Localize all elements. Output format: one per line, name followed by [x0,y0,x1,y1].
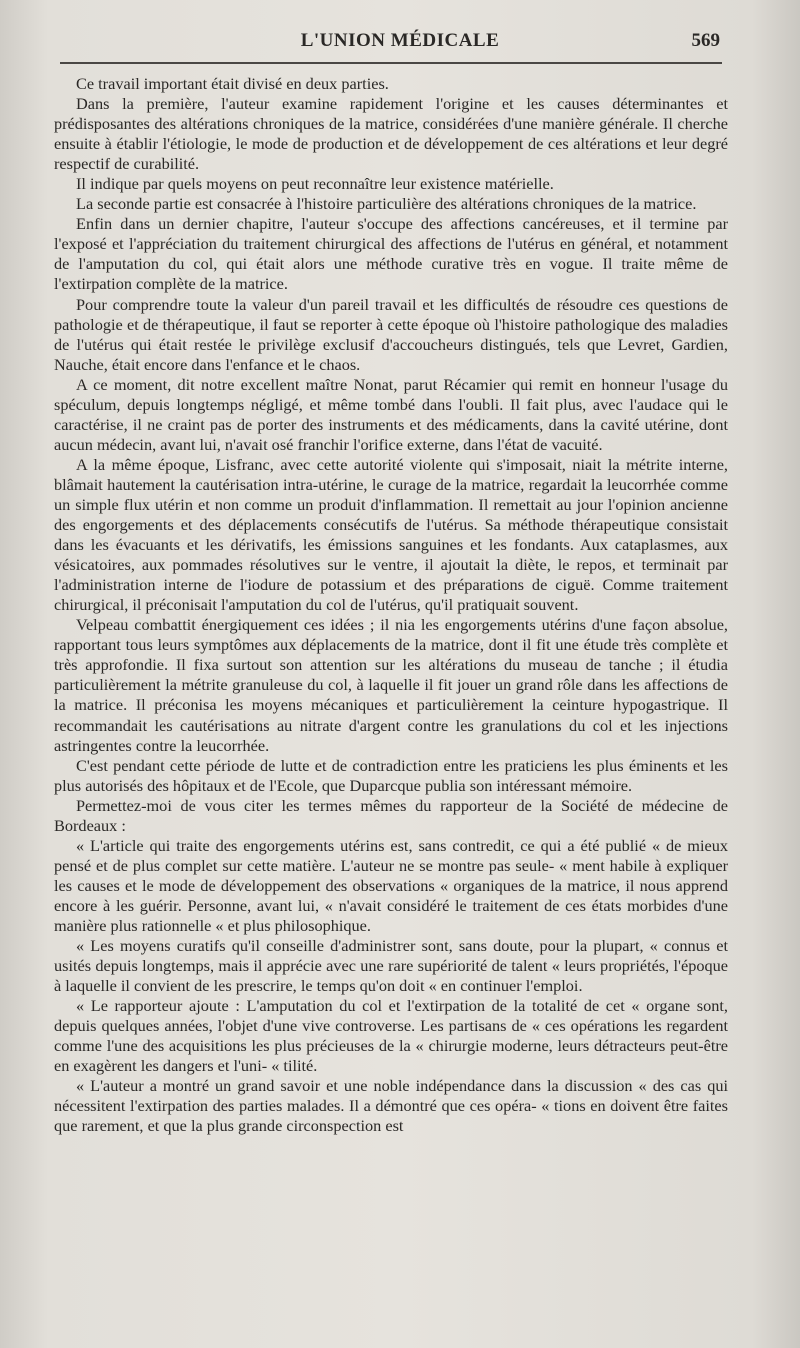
paragraph: Ce travail important était divisé en deux parties. [76,74,389,93]
paragraph: Permettez-moi de vous citer les termes mêmes du rapporteur de la Société de médecine de Bordeaux : [54,795,728,835]
quoted-paragraph: « Le rapporteur ajoute : L'amputation du col et l'extirpation de la totalité de cet « organe sont, depuis quelques années, l'objet d'une vive controverse. Les partisans de « ces opérations les regardent comme l'une des acquisitions les plus précieuses de la « chirurgie moderne, leurs détracteurs peut-être en exagèrent les dangers et l'uni- « tilité. [54,996,728,1076]
article-body [54,74,728,1136]
paragraph: A ce moment, dit notre excellent maître Nonat, parut Récamier qui remit en honneur l'usage du spéculum, depuis longtemps négligé, et même tombé dans l'oubli. Il fait plus, avec l'audace qui le caractérise, il ne craint pas de porter des instruments et des médicaments, dans la cavité utérine, dont aucun médecin, avant lui, n'avait osé franchir l'orifice externe, dans l'état de vacuité. [54,374,728,454]
header-rule [60,62,722,64]
quoted-paragraph: « L'article qui traite des engorgements utérins est, sans contredit, ce qui a été publié « de mieux pensé et de plus complet sur cette matière. L'auteur ne se montre pas seule- « ment habile à expliquer les causes et le mode de développement des observations « organiques de la matrice, il nous apprend encore à les guérir. Personne, avant lui, « n'avait considéré le traitement de ces états morbides d'une manière plus rationnelle « et plus philosophique. [54,835,728,935]
paragraph: Velpeau combattit énergiquement ces idées ; il nia les engorgements utérins d'une façon absolue, rapportant tous leurs symptômes aux déplacements de la matrice, dont il fit une étude très complète et très approfondie. Il fixa surtout son attention sur les altérations du museau de tanche ; il étudia particulièrement la métrite granuleuse du col, à laquelle il fit jouer un grand rôle dans les affections de la matrice. Il préconisa les moyens mécaniques et particulièrement la ceinture hypogastrique. Il recommandait les cautérisations au nitrate d'argent contre les granulations du col et les injections astringentes contre la leucorrhée. [54,615,728,755]
quoted-paragraph: « L'auteur a montré un grand savoir et une noble indépendance dans la discussion « des cas qui nécessitent l'extirpation des parties malades. Il a démontré que ces opéra- « tions en doivent être faites que rarement, et que la plus grande circonspection est [54,1076,728,1136]
paragraph: Dans la première, l'auteur examine rapidement l'origine et les causes déterminantes et prédisposantes des altérations chroniques de la matrice, considérées d'une manière générale. Il cherche ensuite à établir l'étiologie, le mode de production et de développement de ces altérations et leur degré respectif de curabilité. [54,94,728,174]
paragraph: La seconde partie est consacrée à l'histoire particulière des altérations chroniques de la matrice. [76,194,697,214]
paragraph: A la même époque, Lisfranc, avec cette autorité violente qui s'imposait, niait la métrite interne, blâmait hautement la cautérisation intra-utérine, le curage de la matrice, regardait la leucorrhée comme un simple flux utérin et non comme un produit d'inflammation. Il remettait au jour l'opinion ancienne des engorgements et des déplacements consécutifs de l'utérus. Sa méthode thérapeutique consistait dans les évacuants et les dérivatifs, les émissions sanguines et les fondants. Aux cataplasmes, aux vésicatoires, aux pommades résolutives sur le ventre, il ajoutait la diète, le repos, et terminait par l'administration interne de l'iodure de potassium et des préparations de ciguë. Comme traitement chirurgical, il préconisait l'amputation du col de l'utérus, qu'il pratiquait souvent. [54,454,728,615]
page-header [0,26,800,56]
quoted-paragraph: « Les moyens curatifs qu'il conseille d'administrer sont, sans doute, pour la plupart, « connus et usités depuis longtemps, mais il apprécie avec une rare supériorité de talent « leurs propriétés, l'époque à laquelle il convient de les prescrire, le temps qu'on doit « en continuer l'emploi. [54,936,728,996]
paragraph: Il indique par quels moyens on peut reconnaître leur existence matérielle. [76,174,554,194]
paragraph: C'est pendant cette période de lutte et de contradiction entre les praticiens les plus éminents et les plus autorisés des hôpitaux et de l'Ecole, que Duparcque publia son intéressant mémoire. [54,755,728,795]
paragraph: Pour comprendre toute la valeur d'un pareil travail et les difficultés de résoudre ces questions de pathologie et de thérapeutique, il faut se reporter à cette époque où l'histoire pathologique des maladies de l'utérus qui était restée le privilège exclusif d'accoucheurs distingués, tels que Levret, Gardien, Nauche, était encore dans l'enfance et le chaos. [54,294,728,374]
paragraph: Enfin dans un dernier chapitre, l'auteur s'occupe des affections cancéreuses, et il termine par l'exposé et l'appréciation du traitement chirurgical des affections de l'utérus en général, et notamment de l'amputation du col, qui était alors une méthode curative très en vogue. Il traite même de l'extirpation complète de la matrice. [54,214,728,294]
running-title: L'UNION MÉDICALE [300,30,500,51]
page-number: 569 [691,30,720,51]
